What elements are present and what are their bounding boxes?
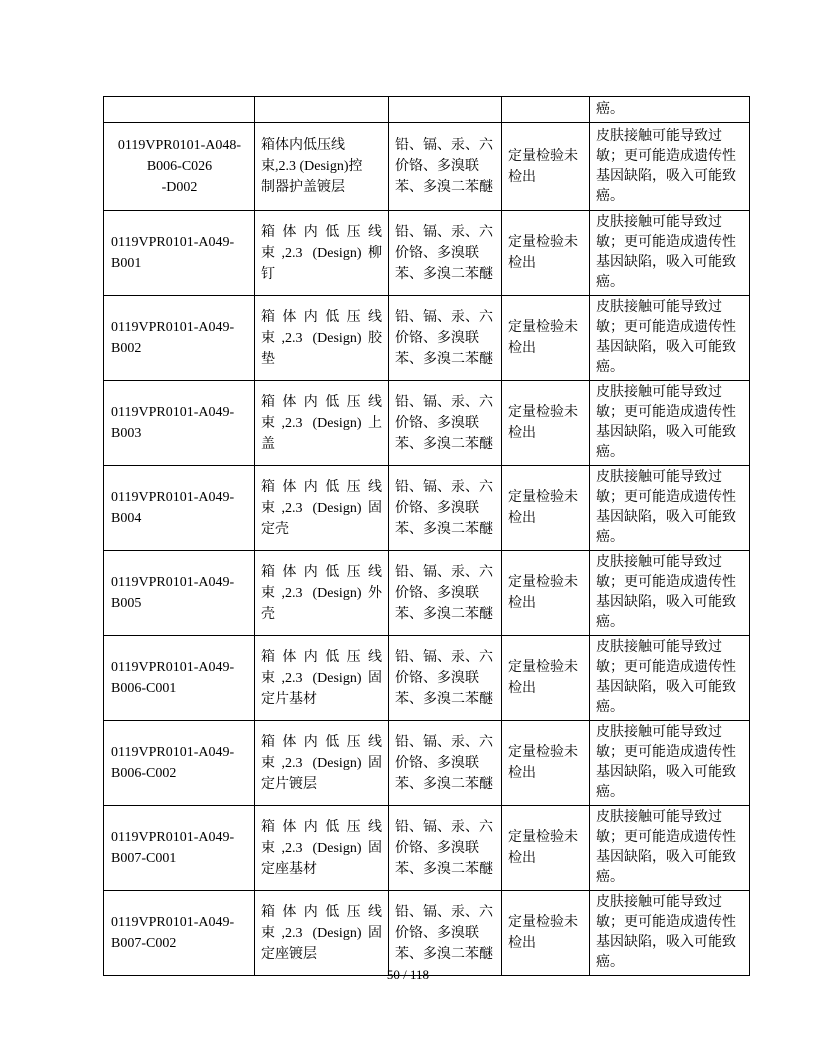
- substances-cell: 铅、镉、汞、六 价铬、多溴联 苯、多溴二苯醚: [389, 466, 502, 551]
- description-cell: 箱体内低压线 束,2.3 (Design)固 定片镀层: [255, 721, 389, 806]
- part-number-cell: 0119VPR0101-A049- B001: [104, 211, 255, 296]
- substances-cell: 铅、镉、汞、六 价铬、多溴联 苯、多溴二苯醚: [389, 806, 502, 891]
- part-number-cell: 0119VPR0101-A049- B005: [104, 551, 255, 636]
- result-cell: 定量检验未 检出: [502, 466, 590, 551]
- description-cell: 箱体内低压线 束,2.3 (Design)柳 钉: [255, 211, 389, 296]
- result-cell: 定量检验未 检出: [502, 211, 590, 296]
- substances-cell: 铅、镉、汞、六 价铬、多溴联 苯、多溴二苯醚: [389, 721, 502, 806]
- hazard-cell: 皮肤接触可能导致过 敏；更可能造成遗传性 基因缺陷，吸入可能致 癌。: [590, 466, 750, 551]
- substances-cell: [389, 97, 502, 123]
- hazard-cell: 皮肤接触可能导致过 敏；更可能造成遗传性 基因缺陷，吸入可能致 癌。: [590, 123, 750, 211]
- carryover-row: [104, 97, 750, 123]
- hazard-cell: 皮肤接触可能导致过 敏；更可能造成遗传性 基因缺陷，吸入可能致 癌。: [590, 381, 750, 466]
- substances-table: [103, 96, 750, 976]
- hazard-cell: 皮肤接触可能导致过 敏；更可能造成遗传性 基因缺陷，吸入可能致 癌。: [590, 891, 750, 976]
- page-number: 50 / 118: [386, 967, 430, 982]
- hazard-cell: 癌。: [590, 97, 750, 123]
- hazard-cell: 皮肤接触可能导致过 敏；更可能造成遗传性 基因缺陷，吸入可能致 癌。: [590, 806, 750, 891]
- table-row: [104, 551, 750, 636]
- part-number-cell: 0119VPR0101-A049- B007-C002: [104, 891, 255, 976]
- part-number-cell: 0119VPR0101-A049- B006-C001: [104, 636, 255, 721]
- part-number-cell: 0119VPR0101-A049- B002: [104, 296, 255, 381]
- table-row: [104, 466, 750, 551]
- description-cell: 箱体内低压线 束,2.3 (Design)胶 垫: [255, 296, 389, 381]
- substances-cell: 铅、镉、汞、六 价铬、多溴联 苯、多溴二苯醚: [389, 381, 502, 466]
- result-cell: 定量检验未 检出: [502, 551, 590, 636]
- hazard-cell: 皮肤接触可能导致过 敏；更可能造成遗传性 基因缺陷，吸入可能致 癌。: [590, 551, 750, 636]
- substances-cell: 铅、镉、汞、六 价铬、多溴联 苯、多溴二苯醚: [389, 296, 502, 381]
- result-cell: 定量检验未 检出: [502, 296, 590, 381]
- result-cell: 定量检验未 检出: [502, 123, 590, 211]
- table-row: [104, 381, 750, 466]
- result-cell: 定量检验未 检出: [502, 636, 590, 721]
- part-number-cell: 0119VPR0101-A049- B006-C002: [104, 721, 255, 806]
- table-row: [104, 296, 750, 381]
- description-cell: 箱体内低压线 束,2.3 (Design)外 壳: [255, 551, 389, 636]
- description-cell: 箱体内低压线 束,2.3 (Design)固 定座基材: [255, 806, 389, 891]
- substances-cell: 铅、镉、汞、六 价铬、多溴联 苯、多溴二苯醚: [389, 891, 502, 976]
- part-number-cell: 0119VPR0101-A049- B007-C001: [104, 806, 255, 891]
- description-cell: 箱体内低压线 束,2.3 (Design)固 定壳: [255, 466, 389, 551]
- part-number-cell: 0119VPR0101-A049- B003: [104, 381, 255, 466]
- table-row: [104, 806, 750, 891]
- description-cell: 箱体内低压线 束,2.3 (Design)固 定座镀层: [255, 891, 389, 976]
- hazard-cell: 皮肤接触可能导致过 敏；更可能造成遗传性 基因缺陷，吸入可能致 癌。: [590, 721, 750, 806]
- hazard-cell: 皮肤接触可能导致过 敏；更可能造成遗传性 基因缺陷，吸入可能致 癌。: [590, 211, 750, 296]
- substances-cell: 铅、镉、汞、六 价铬、多溴联 苯、多溴二苯醚: [389, 123, 502, 211]
- result-cell: 定量检验未 检出: [502, 381, 590, 466]
- result-cell: 定量检验未 检出: [502, 806, 590, 891]
- result-cell: 定量检验未 检出: [502, 891, 590, 976]
- result-cell: [502, 97, 590, 123]
- table-row: [104, 891, 750, 976]
- part-number-cell: 0119VPR0101-A048- B006-C026 -D002: [104, 123, 255, 211]
- table-row: [104, 123, 750, 211]
- description-cell: 箱体内低压线 束,2.3 (Design)控 制器护盖镀层: [255, 123, 389, 211]
- table-row: [104, 721, 750, 806]
- substances-cell: 铅、镉、汞、六 价铬、多溴联 苯、多溴二苯醚: [389, 636, 502, 721]
- table-row: [104, 636, 750, 721]
- substances-cell: 铅、镉、汞、六 价铬、多溴联 苯、多溴二苯醚: [389, 551, 502, 636]
- table-row: [104, 211, 750, 296]
- result-cell: 定量检验未 检出: [502, 721, 590, 806]
- description-cell: 箱体内低压线 束,2.3 (Design)上 盖: [255, 381, 389, 466]
- description-cell: [255, 97, 389, 123]
- part-number-cell: 0119VPR0101-A049- B004: [104, 466, 255, 551]
- description-cell: 箱体内低压线 束,2.3 (Design)固 定片基材: [255, 636, 389, 721]
- hazard-cell: 皮肤接触可能导致过 敏；更可能造成遗传性 基因缺陷，吸入可能致 癌。: [590, 296, 750, 381]
- part-number-cell: [104, 97, 255, 123]
- substances-cell: 铅、镉、汞、六 价铬、多溴联 苯、多溴二苯醚: [389, 211, 502, 296]
- hazard-cell: 皮肤接触可能导致过 敏；更可能造成遗传性 基因缺陷，吸入可能致 癌。: [590, 636, 750, 721]
